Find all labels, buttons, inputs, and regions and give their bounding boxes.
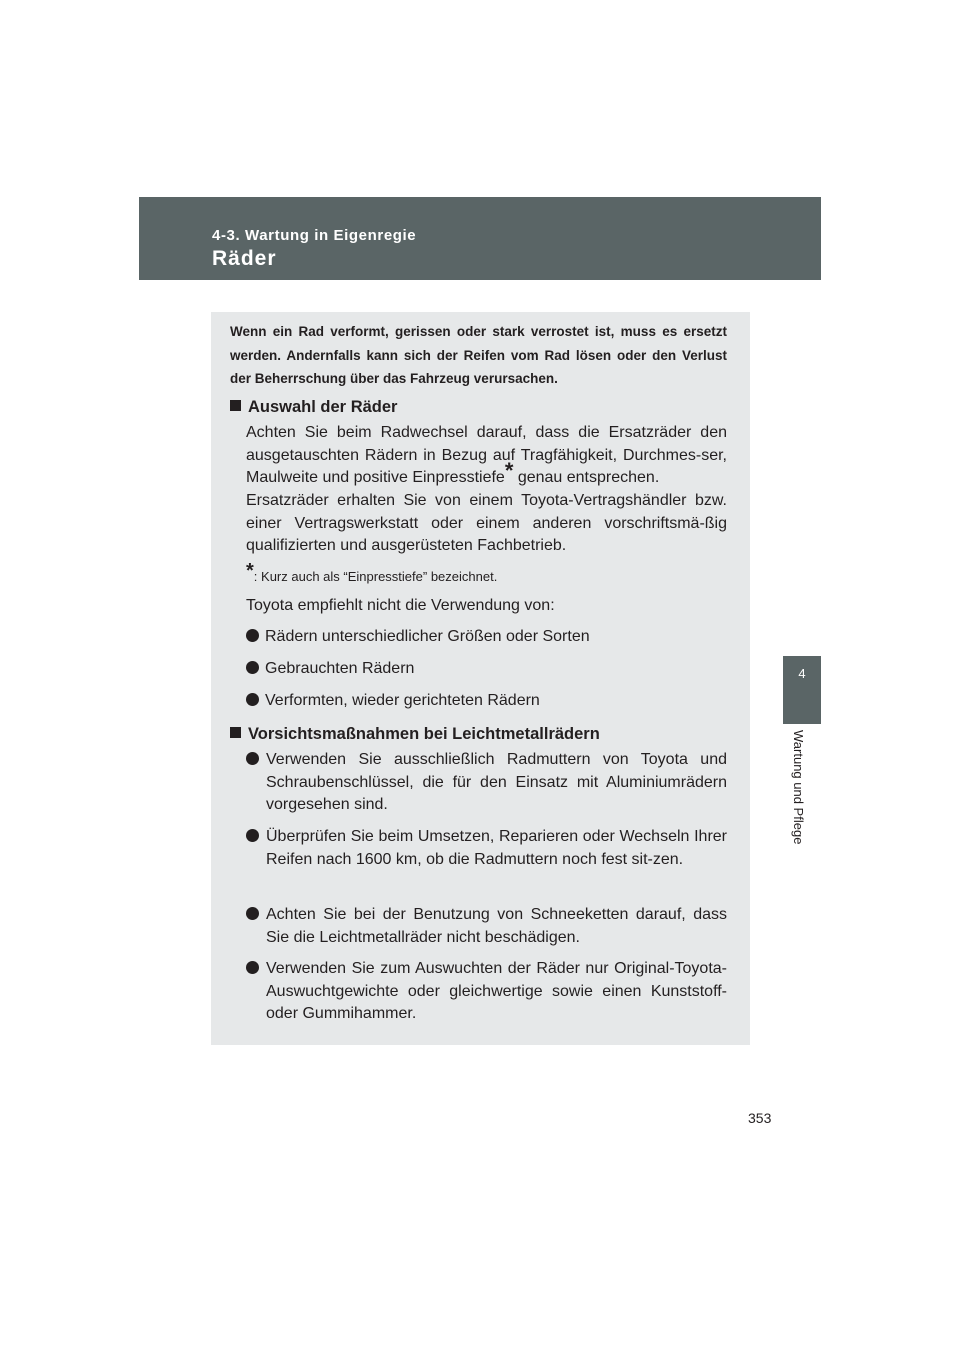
bullet-icon <box>246 907 259 920</box>
intro-text: Wenn ein Rad verformt, gerissen oder stark verrostet ist, muss es ersetzt werden. Andernfalls kann sich der Reifen vom Rad lösen oder den Verlust der Beherrschung über das Fahrzeug verursachen. <box>230 324 727 386</box>
list-item <box>246 690 727 713</box>
chapter-label: Wartung und Pflege <box>791 730 806 845</box>
heading-text: Vorsichtsmaßnahmen bei Leichtmetallrädern <box>248 725 600 743</box>
list-item <box>246 826 727 871</box>
list-item-text: Verformten, wieder gerichteten Rädern <box>265 692 540 709</box>
asterisk-mark: * <box>504 458 514 483</box>
list-item-text: Überprüfen Sie beim Umsetzen, Reparieren oder Wechseln Ihrer Reifen nach 1600 km, ob die Radmuttern noch fest sit-zen. <box>266 828 727 868</box>
page-number: 353 <box>748 1110 772 1126</box>
bullet-icon <box>246 629 259 642</box>
footnote-text: : Kurz auch als “Einpresstiefe” bezeichnet. <box>253 569 498 584</box>
bullet-icon <box>246 693 259 706</box>
header-bar <box>139 197 821 280</box>
section-label: 4-3. Wartung in Eigenregie <box>212 227 417 244</box>
list-item-text: Verwenden Sie zum Auswuchten der Räder nur Original-Toyota-Auswuchtgewichte oder gleichwertige sowie einen Kunststoff- oder Gummihammer. <box>266 960 727 1022</box>
paragraph-text-end: genau entsprechen. <box>513 469 660 486</box>
section-heading-wheel-selection <box>230 396 397 419</box>
heading-text: Auswahl der Räder <box>248 398 398 416</box>
bullet-icon <box>246 961 259 974</box>
list-item <box>246 904 727 949</box>
footnote <box>246 560 727 589</box>
footnote-mark: * <box>246 560 254 582</box>
recommend-text: Toyota empfiehlt nicht die Verwendung von: <box>246 597 555 614</box>
chapter-number: 4 <box>798 666 806 681</box>
dealer-paragraph: Ersatzräder erhalten Sie von einem Toyota-Vertragshändler bzw. einer Vertragswerkstatt oder einem anderen vorschriftsmä-ßig qualifizierten und ausgerüsteten Fachbetrieb. <box>246 492 727 554</box>
section-heading-alloy-wheels <box>230 723 600 746</box>
square-bullet-icon <box>230 727 241 738</box>
paragraph-text: Achten Sie beim Radwechsel darauf, dass die Ersatzräder den ausgetauschten Rädern in Bezug auf Tragfähigkeit, Durchmes-ser, Maulweite und positive Einpresstiefe <box>246 424 727 486</box>
content-box <box>211 312 750 1045</box>
bullet-icon <box>246 752 259 765</box>
square-bullet-icon <box>230 400 241 411</box>
list-item-text: Gebrauchten Rädern <box>265 660 415 677</box>
chapter-tab <box>783 656 821 724</box>
list-item <box>246 626 727 649</box>
wheel-selection-paragraph <box>246 422 727 490</box>
list-item-text: Verwenden Sie ausschließlich Radmuttern von Toyota und Schraubenschlüssel, die für den Einsatz mit Aluminiumrädern vorgesehen sind. <box>266 751 727 813</box>
bullet-icon <box>246 661 259 674</box>
list-item <box>246 958 727 1026</box>
list-item-text: Achten Sie bei der Benutzung von Schneeketten darauf, dass Sie die Leichtmetallräder nicht beschädigen. <box>266 906 727 946</box>
list-item <box>246 749 727 817</box>
bullet-icon <box>246 829 259 842</box>
list-item-text: Rädern unterschiedlicher Größen oder Sorten <box>265 628 590 645</box>
page-title: Räder <box>212 247 277 270</box>
list-item <box>246 658 727 681</box>
